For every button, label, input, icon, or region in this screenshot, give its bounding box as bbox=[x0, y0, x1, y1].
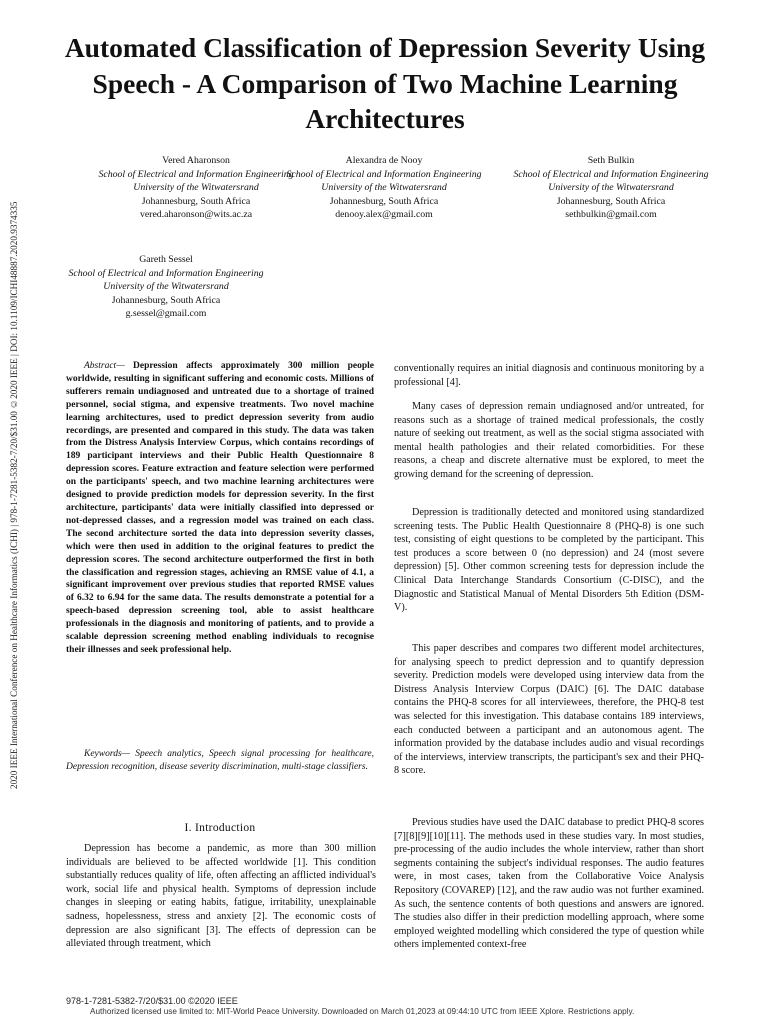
author-affiliation: School of Electrical and Information Engineering bbox=[68, 267, 264, 279]
paragraph bbox=[394, 362, 704, 389]
author-university: University of the Witwatersrand bbox=[133, 182, 259, 193]
abstract bbox=[66, 360, 374, 657]
author-affiliation: School of Electrical and Information Engineering bbox=[513, 168, 709, 180]
paragraph-text: This paper describes and compares two different model architectures, for analysing speech to predict depression and to quantify depression severity. Prediction models were developed using interview data from the Distress Analysis Interview Corpus (DAIC) [6]. The DAIC database contains the PHQ-8 scores for all interviewees, therefore, the PHQ-8 test was selected for this investigation. This database contains 189 interviews, each conducted between a participant and an autonomous agent. The information provided by the database includes audio and visual recordings of the interviews, interview transcripts, the participant's sex and their PHQ-8 score. bbox=[394, 643, 704, 777]
authorized-use-footer: Authorized licensed use limited to: MIT-World Peace University. Downloaded on March 01,2023 at 09:44:10 UTC from IEEE Xplore. Restrictions apply. bbox=[90, 1007, 635, 1016]
paragraph-text: Depression has become a pandemic, as more than 300 million individuals are believed to be affected worldwide [1]. This condition substantially reduces quality of life, often affecting an afflicted individual's work, social life and physical health. Symptoms of depression include changes in sleeping or eating habits, fatigue, irritability, unexplainable sadness, hopelessness, stress and anxiety [2]. The economic costs of depression are also significant [3]. The effects of depression can be alleviated through treatment, which bbox=[66, 843, 376, 950]
paragraph-text: Many cases of depression remain undiagnosed and/or untreated, for reasons such as a shortage of trained medical professionals, the costly nature of seeking out treatment, as well as the social stigma associated with mental health pathologies and their related comorbidities. For these reasons, a cheap and discrete alternative must be explored, to meet the growing demand for the screening of depression. bbox=[394, 401, 704, 480]
author-email: denooy.alex@gmail.com bbox=[335, 209, 433, 220]
author-name: Seth Bulkin bbox=[587, 155, 635, 166]
author-block bbox=[491, 154, 731, 222]
author-affiliation: School of Electrical and Information Engineering bbox=[98, 168, 294, 180]
keywords bbox=[66, 748, 374, 774]
author-block bbox=[264, 154, 504, 222]
author-affiliation: School of Electrical and Information Engineering bbox=[286, 168, 482, 180]
author-email: sethbulkin@gmail.com bbox=[565, 209, 657, 220]
paragraph-text: Depression is traditionally detected and monitored using standardized screening tests. The Public Health Questionnaire 8 (PHQ-8) is one such test, consisting of eight questions to be completed by the participant. This test produces a score between 0 (no depression) and 24 (most severe depression) [5]. Other common screening tests for depression include the Clinical Data Interchange Standards Consortium (C-DISC), and the Diagnostic and Statistical Manual of Mental Disorders 5th Edition (DSM-V). bbox=[394, 507, 704, 614]
author-university: University of the Witwatersrand bbox=[103, 281, 229, 292]
author-email: g.sessel@gmail.com bbox=[125, 308, 207, 319]
paper-title: Automated Classification of Depression Severity Using Speech - A Comparison of Two Machine Learning Architectures bbox=[64, 32, 706, 134]
conference-side-note: 2020 IEEE International Conference on Healthcare Informatics (ICHI) | 978-1-7281-5382-7/20/$31.00 ©2020 IEEE | DOI: 10.1109/ICHI48887.2020.9374335 bbox=[9, 201, 19, 789]
intro-paragraph bbox=[66, 842, 376, 951]
keywords-label: Keywords— bbox=[84, 749, 131, 759]
author-name: Alexandra de Nooy bbox=[345, 155, 423, 166]
author-location: Johannesburg, South Africa bbox=[329, 195, 439, 207]
section-heading-introduction: I. Introduction bbox=[184, 822, 256, 834]
author-location: Johannesburg, South Africa bbox=[141, 195, 251, 207]
author-name: Gareth Sessel bbox=[139, 254, 193, 265]
author-location: Johannesburg, South Africa bbox=[556, 195, 666, 207]
author-block bbox=[46, 253, 286, 321]
abstract-text: Depression affects approximately 300 million people worldwide, resulting in significant suffering and economic costs. Millions of sufferers remain undiagnosed and untreated due to a shortage of trained personnel, social stigma, and expensive treatments. Two novel machine learning architectures, used to predict depression severity from audio recordings, are presented and compared in this study. The data was taken from the Distress Analysis Interview Corpus, which contains recordings of 189 participant interviews and their Public Health Questionnaire 8 depression scores. Feature extraction and feature selection were performed on the participants' speech, and two machine learning architectures were designed to provide prediction models for depression severity. In the first architecture, participants' data were initially classified into depressed or not-depressed classes, and a regression model was trained on each class. The second architecture sorted the data into depression severity classes, which were then used in addition to the original features to predict the depression scores. The second architecture outperformed the first in both the classification and regression stages, achieving an RMSE value of 4.1, a significant improvement over previous studies that reported RMSE values of 6.32 to 6.94 for the same data. The results demonstrate a potential for a speech-based depression screening tool, able to assist healthcare professionals in the diagnosis and monitoring of patients, and to provide a scalable depression screening method enabling individuals to recognise their illnesses and seek professional help. bbox=[66, 361, 375, 655]
author-university: University of the Witwatersrand bbox=[548, 182, 674, 193]
copyright-footer: 978-1-7281-5382-7/20/$31.00 ©2020 IEEE bbox=[66, 996, 238, 1006]
paragraph bbox=[394, 642, 704, 778]
author-university: University of the Witwatersrand bbox=[321, 182, 447, 193]
paragraph-text: Previous studies have used the DAIC database to predict PHQ-8 scores [7][8][9][10][11]. The methods used in these studies vary. In most studies, pre-processing of the audio includes the whole interview, rather than short segments containing the subject's individual responses. The audio features were, in most cases, taken from the Collaborative Voice Analysis Repository (COVAREP) [12], and the raw audio was not further examined. As such, the sentence contents of both questions and answers are ignored. The studies also differ in their prediction modelling approach, where some employed weighted modelling which considered the type of question while others implemented context-free bbox=[394, 817, 704, 951]
author-location: Johannesburg, South Africa bbox=[111, 294, 221, 306]
abstract-label: Abstract— bbox=[84, 361, 125, 371]
paragraph-text: conventionally requires an initial diagnosis and continuous monitoring by a professional [4]. bbox=[394, 363, 704, 388]
author-email: vered.aharonson@wits.ac.za bbox=[139, 209, 253, 220]
author-name: Vered Aharonson bbox=[162, 155, 230, 166]
paragraph bbox=[394, 506, 704, 615]
paragraph bbox=[394, 400, 704, 482]
keywords-text: Speech analytics, Speech signal processing for healthcare, Depression recognition, disease severity discrimination, multi-stage classifiers. bbox=[66, 749, 374, 772]
paragraph bbox=[394, 816, 704, 952]
